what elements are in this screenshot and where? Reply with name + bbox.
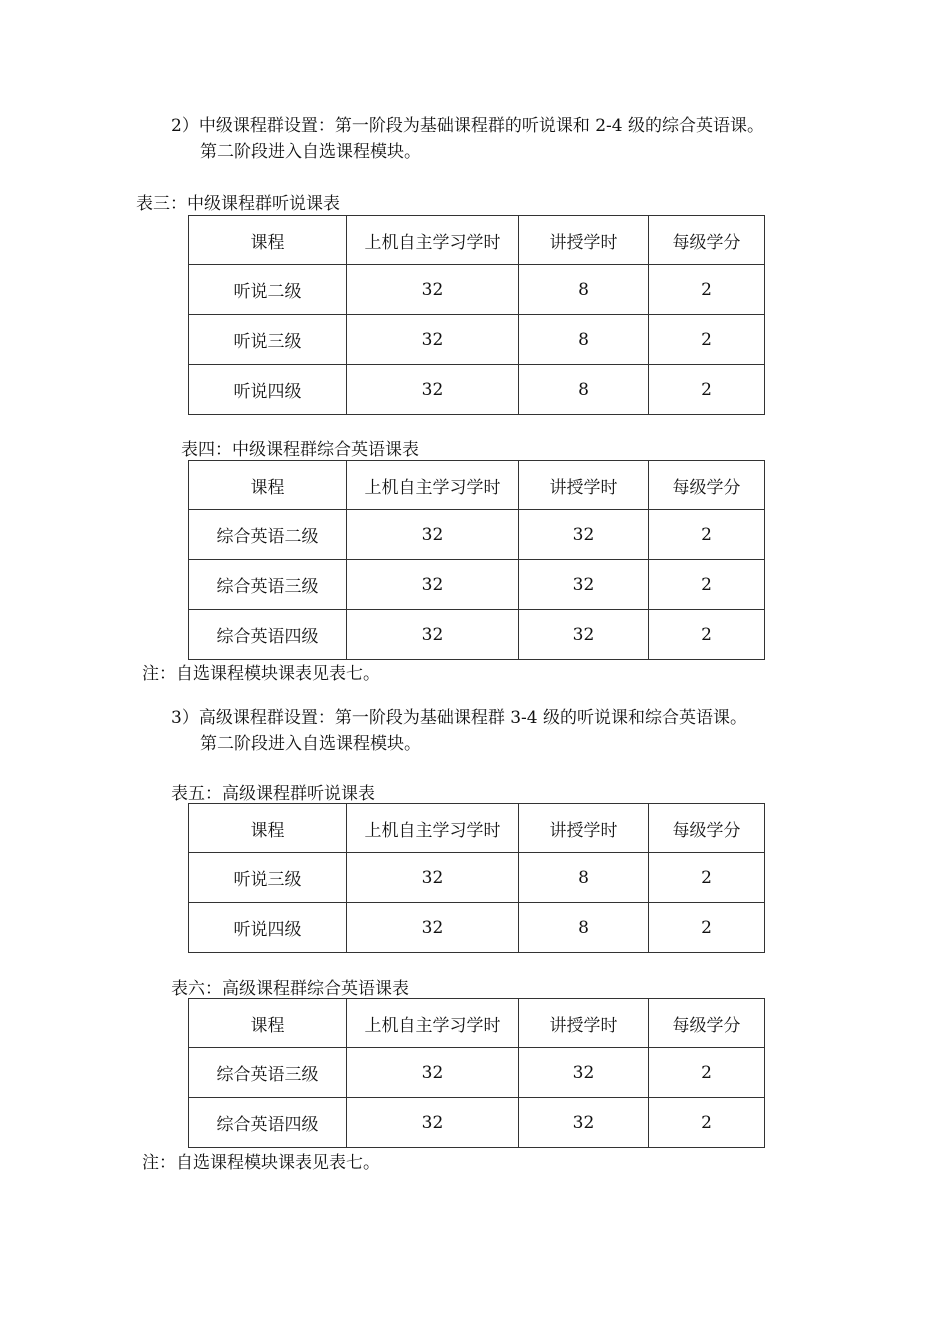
table-cell: 32 <box>519 1048 649 1098</box>
header-cell: 上机自主学习学时 <box>347 999 519 1048</box>
table-cell: 2 <box>649 1048 765 1098</box>
header-cell: 每级学分 <box>649 804 765 853</box>
table-row <box>189 315 765 365</box>
header-cell: 上机自主学习学时 <box>347 216 519 265</box>
table-header-row <box>189 216 765 265</box>
table-row <box>189 610 765 660</box>
table-cell: 32 <box>347 265 519 315</box>
header-cell: 课程 <box>189 999 347 1048</box>
table-cell: 8 <box>519 315 649 365</box>
table6-caption: 表六：高级课程群综合英语课表 <box>171 979 409 999</box>
table-cell: 听说三级 <box>189 315 347 365</box>
table-cell: 32 <box>519 510 649 560</box>
section2-line2: 第二阶段进入自选课程模块。 <box>200 142 421 162</box>
table-cell: 2 <box>649 510 765 560</box>
header-cell: 每级学分 <box>649 461 765 510</box>
header-cell: 讲授学时 <box>519 999 649 1048</box>
table-row <box>189 510 765 560</box>
table-cell: 8 <box>519 903 649 953</box>
table-cell: 2 <box>649 903 765 953</box>
table-row <box>189 1048 765 1098</box>
table-row <box>189 853 765 903</box>
table5 <box>188 803 765 953</box>
table-cell: 2 <box>649 610 765 660</box>
table-cell: 32 <box>347 610 519 660</box>
table-header-row <box>189 461 765 510</box>
table-cell: 8 <box>519 265 649 315</box>
header-cell: 上机自主学习学时 <box>347 461 519 510</box>
table-cell: 32 <box>347 560 519 610</box>
note-1: 注：自选课程模块课表见表七。 <box>142 664 380 684</box>
table-cell: 听说二级 <box>189 265 347 315</box>
table-cell: 32 <box>347 903 519 953</box>
header-cell: 每级学分 <box>649 216 765 265</box>
table-cell: 8 <box>519 853 649 903</box>
table-cell: 32 <box>347 1048 519 1098</box>
table-cell: 综合英语二级 <box>189 510 347 560</box>
note-2: 注：自选课程模块课表见表七。 <box>142 1153 380 1173</box>
table-cell: 听说四级 <box>189 903 347 953</box>
header-cell: 讲授学时 <box>519 461 649 510</box>
table-cell: 32 <box>347 315 519 365</box>
table-cell: 2 <box>649 365 765 415</box>
table-cell: 2 <box>649 315 765 365</box>
header-cell: 课程 <box>189 216 347 265</box>
table-row <box>189 560 765 610</box>
table-cell: 8 <box>519 365 649 415</box>
header-cell: 课程 <box>189 461 347 510</box>
table-header-row <box>189 804 765 853</box>
table5-caption: 表五：高级课程群听说课表 <box>171 784 375 804</box>
table-cell: 2 <box>649 853 765 903</box>
table-cell: 2 <box>649 1098 765 1148</box>
table-row <box>189 903 765 953</box>
table-cell: 32 <box>347 1098 519 1148</box>
table3-caption: 表三：中级课程群听说课表 <box>136 194 340 214</box>
table-cell: 2 <box>649 560 765 610</box>
table-cell: 综合英语三级 <box>189 560 347 610</box>
section3-line1: 3）高级课程群设置：第一阶段为基础课程群 3-4 级的听说课和综合英语课。 <box>171 708 747 728</box>
section3-line2: 第二阶段进入自选课程模块。 <box>200 734 421 754</box>
header-cell: 讲授学时 <box>519 216 649 265</box>
table-cell: 32 <box>519 560 649 610</box>
table-cell: 综合英语四级 <box>189 1098 347 1148</box>
table-row <box>189 1098 765 1148</box>
table-cell: 听说三级 <box>189 853 347 903</box>
header-cell: 每级学分 <box>649 999 765 1048</box>
header-cell: 上机自主学习学时 <box>347 804 519 853</box>
table-cell: 32 <box>519 610 649 660</box>
table-cell: 32 <box>347 853 519 903</box>
table4 <box>188 460 765 660</box>
table-cell: 32 <box>519 1098 649 1148</box>
table4-caption: 表四：中级课程群综合英语课表 <box>181 440 419 460</box>
table-cell: 32 <box>347 510 519 560</box>
table-cell: 综合英语三级 <box>189 1048 347 1098</box>
section2-line1: 2）中级课程群设置：第一阶段为基础课程群的听说课和 2-4 级的综合英语课。 <box>171 116 764 136</box>
table-cell: 听说四级 <box>189 365 347 415</box>
table-cell: 综合英语四级 <box>189 610 347 660</box>
table-row <box>189 365 765 415</box>
table-row <box>189 265 765 315</box>
table6 <box>188 998 765 1148</box>
table-header-row <box>189 999 765 1048</box>
table3 <box>188 215 765 415</box>
table-cell: 2 <box>649 265 765 315</box>
table-cell: 32 <box>347 365 519 415</box>
header-cell: 课程 <box>189 804 347 853</box>
header-cell: 讲授学时 <box>519 804 649 853</box>
